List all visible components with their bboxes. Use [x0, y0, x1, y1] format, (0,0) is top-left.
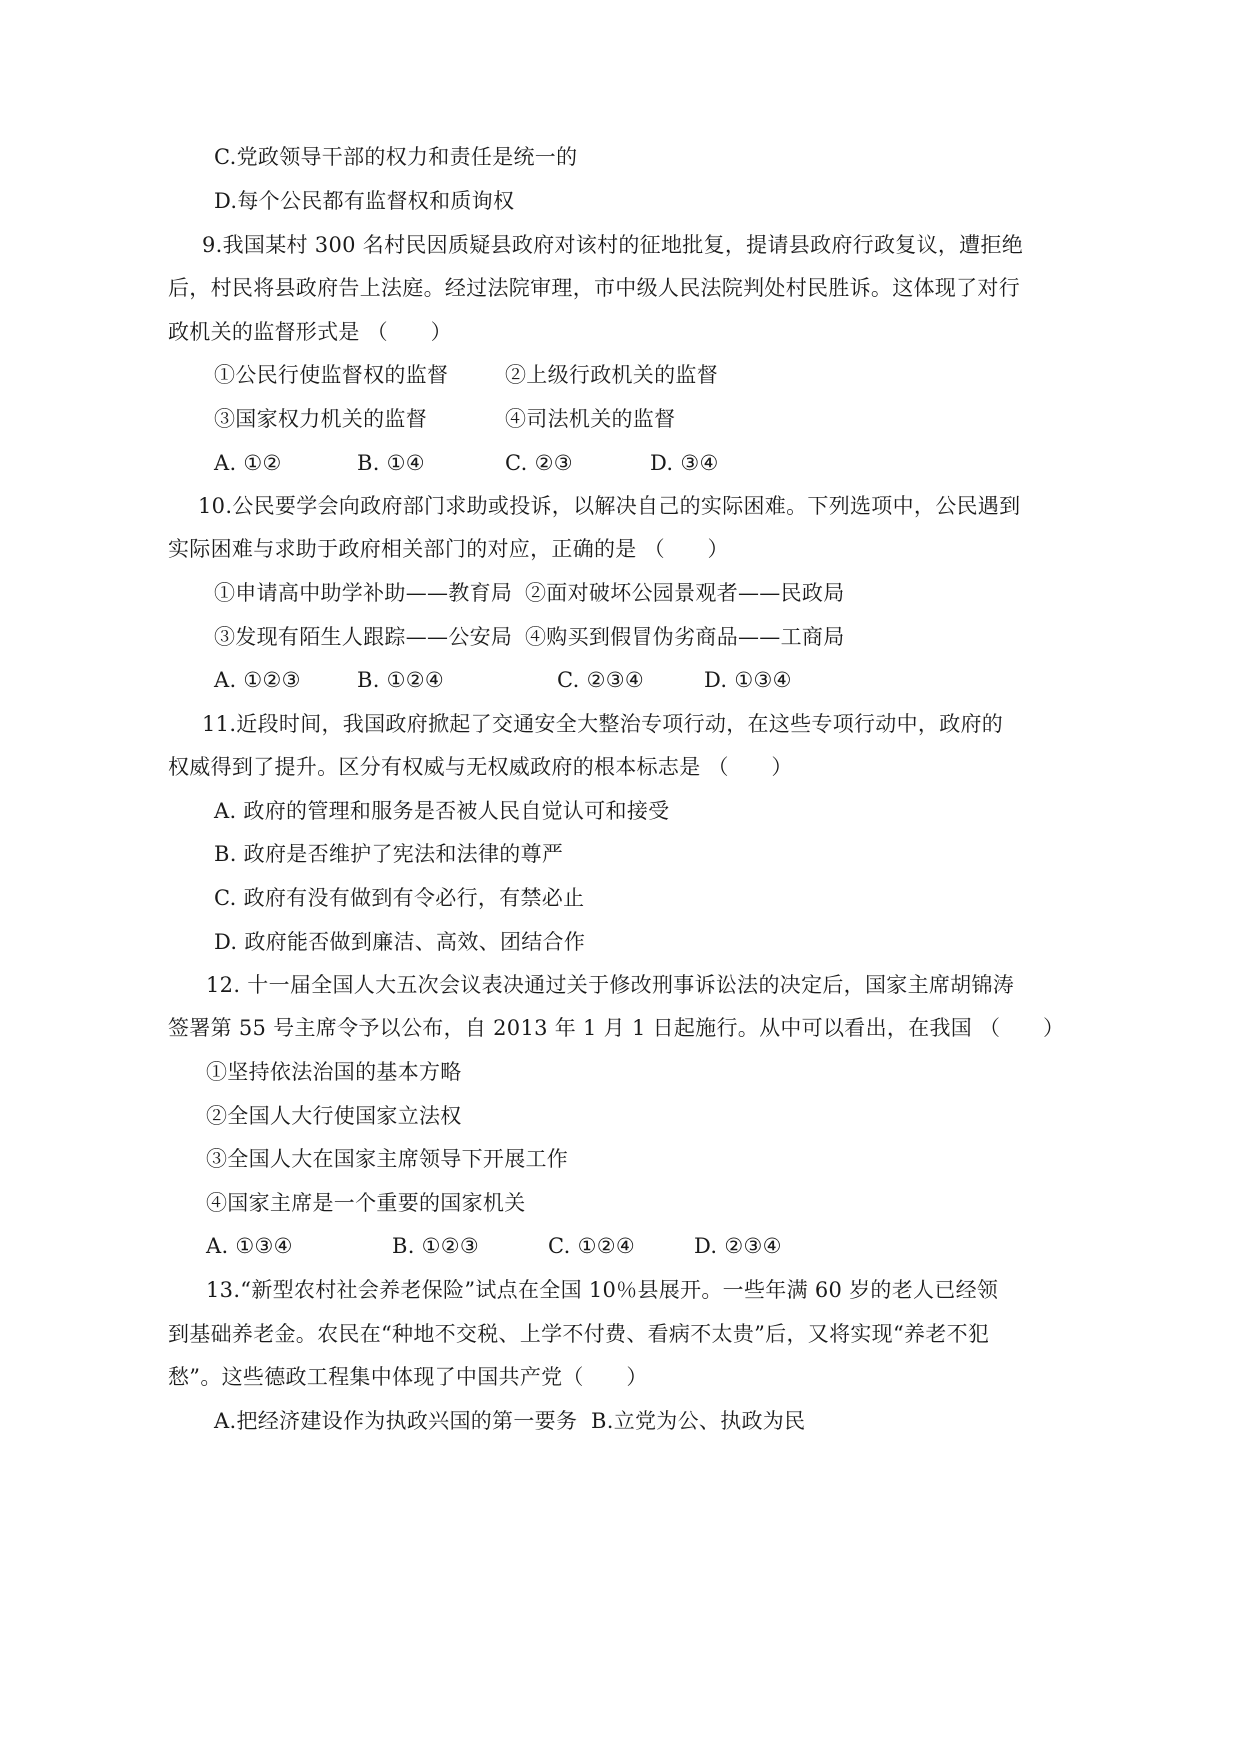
q12-item-4: ④国家主席是一个重要的国家机关 — [206, 1191, 526, 1215]
q10-item-3: ③发现有陌生人跟踪——公安局 — [214, 625, 513, 649]
q9-stem-line-1: 9.我国某村 300 名村民因质疑县政府对该村的征地批复，提请县政府行政复议，遭拒绝 — [202, 233, 1024, 257]
q9-option-c: C. ②③ — [505, 451, 573, 475]
q8-option-d: D.每个公民都有监督权和质询权 — [214, 189, 515, 213]
q13-stem-line-1: 13.“新型农村社会养老保险”试点在全国 10％县展开。一些年满 60 岁的老人已经领 — [206, 1278, 999, 1302]
q10-item-1: ①申请高中助学补助——教育局 — [214, 581, 513, 605]
q10-stem-line-2: 实际困难与求助于政府相关部门的对应，正确的是 （ ） — [168, 537, 729, 561]
q13-option-b: B.立党为公、执政为民 — [591, 1409, 806, 1433]
q9-item-3: ③国家权力机关的监督 — [214, 407, 427, 431]
q9-option-b: B. ①④ — [357, 451, 425, 475]
q10-option-b: B. ①②④ — [357, 668, 445, 692]
q11-option-b: B. 政府是否维护了宪法和法律的尊严 — [214, 842, 564, 866]
q12-item-2: ②全国人大行使国家立法权 — [206, 1104, 462, 1128]
q9-item-1: ①公民行使监督权的监督 — [214, 363, 449, 387]
q8-option-c: C.党政领导干部的权力和责任是统一的 — [214, 145, 578, 169]
q13-stem-line-3: 愁”。这些德政工程集中体现了中国共产党（ ） — [168, 1365, 648, 1389]
q12-stem-line-1: 12. 十一届全国人大五次会议表决通过关于修改刑事诉讼法的决定后，国家主席胡锦涛 — [206, 973, 1015, 997]
q12-option-d: D. ②③④ — [694, 1234, 782, 1258]
q9-item-4: ④司法机关的监督 — [505, 407, 676, 431]
q12-stem-line-2: 签署第 55 号主席令予以公布，自 2013 年 1 月 1 日起施行。从中可以看出，在我国 （ ） — [168, 1016, 1065, 1040]
q12-option-b: B. ①②③ — [392, 1234, 480, 1258]
q11-option-c: C. 政府有没有做到有令必行，有禁必止 — [214, 886, 585, 910]
q11-stem-line-2: 权威得到了提升。区分有权威与无权威政府的根本标志是 （ ） — [168, 755, 793, 779]
q10-item-2: ②面对破坏公园景观者——民政局 — [525, 581, 845, 605]
q10-option-c: C. ②③④ — [557, 668, 644, 692]
q12-option-c: C. ①②④ — [548, 1234, 635, 1258]
q13-stem-line-2: 到基础养老金。农民在“种地不交税、上学不付费、看病不太贵”后，又将实现“养老不犯 — [168, 1322, 990, 1346]
q13-option-a: A.把经济建设作为执政兴国的第一要务 — [214, 1409, 578, 1433]
q12-item-1: ①坚持依法治国的基本方略 — [206, 1060, 462, 1084]
q9-stem-line-2: 后，村民将县政府告上法庭。经过法院审理，市中级人民法院判处村民胜诉。这体现了对行 — [168, 276, 1020, 300]
q9-stem-line-3: 政机关的监督形式是 （ ） — [168, 320, 452, 344]
q9-option-d: D. ③④ — [650, 451, 719, 475]
q12-option-a: A. ①③④ — [206, 1234, 293, 1258]
q10-stem-line-1: 10.公民要学会向政府部门求助或投诉，以解决自己的实际困难。下列选项中，公民遇到 — [198, 494, 1021, 518]
q10-option-a: A. ①②③ — [214, 668, 301, 692]
q10-item-4: ④购买到假冒伪劣商品——工商局 — [525, 625, 845, 649]
q11-option-a: A. 政府的管理和服务是否被人民自觉认可和接受 — [214, 799, 670, 823]
q12-item-3: ③全国人大在国家主席领导下开展工作 — [206, 1147, 569, 1171]
q11-stem-line-1: 11.近段时间，我国政府掀起了交通安全大整治专项行动，在这些专项行动中，政府的 — [202, 712, 1004, 736]
q9-option-a: A. ①② — [214, 451, 282, 475]
q9-item-2: ②上级行政机关的监督 — [505, 363, 718, 387]
q10-option-d: D. ①③④ — [704, 668, 792, 692]
q11-option-d: D. 政府能否做到廉洁、高效、团结合作 — [214, 930, 586, 954]
